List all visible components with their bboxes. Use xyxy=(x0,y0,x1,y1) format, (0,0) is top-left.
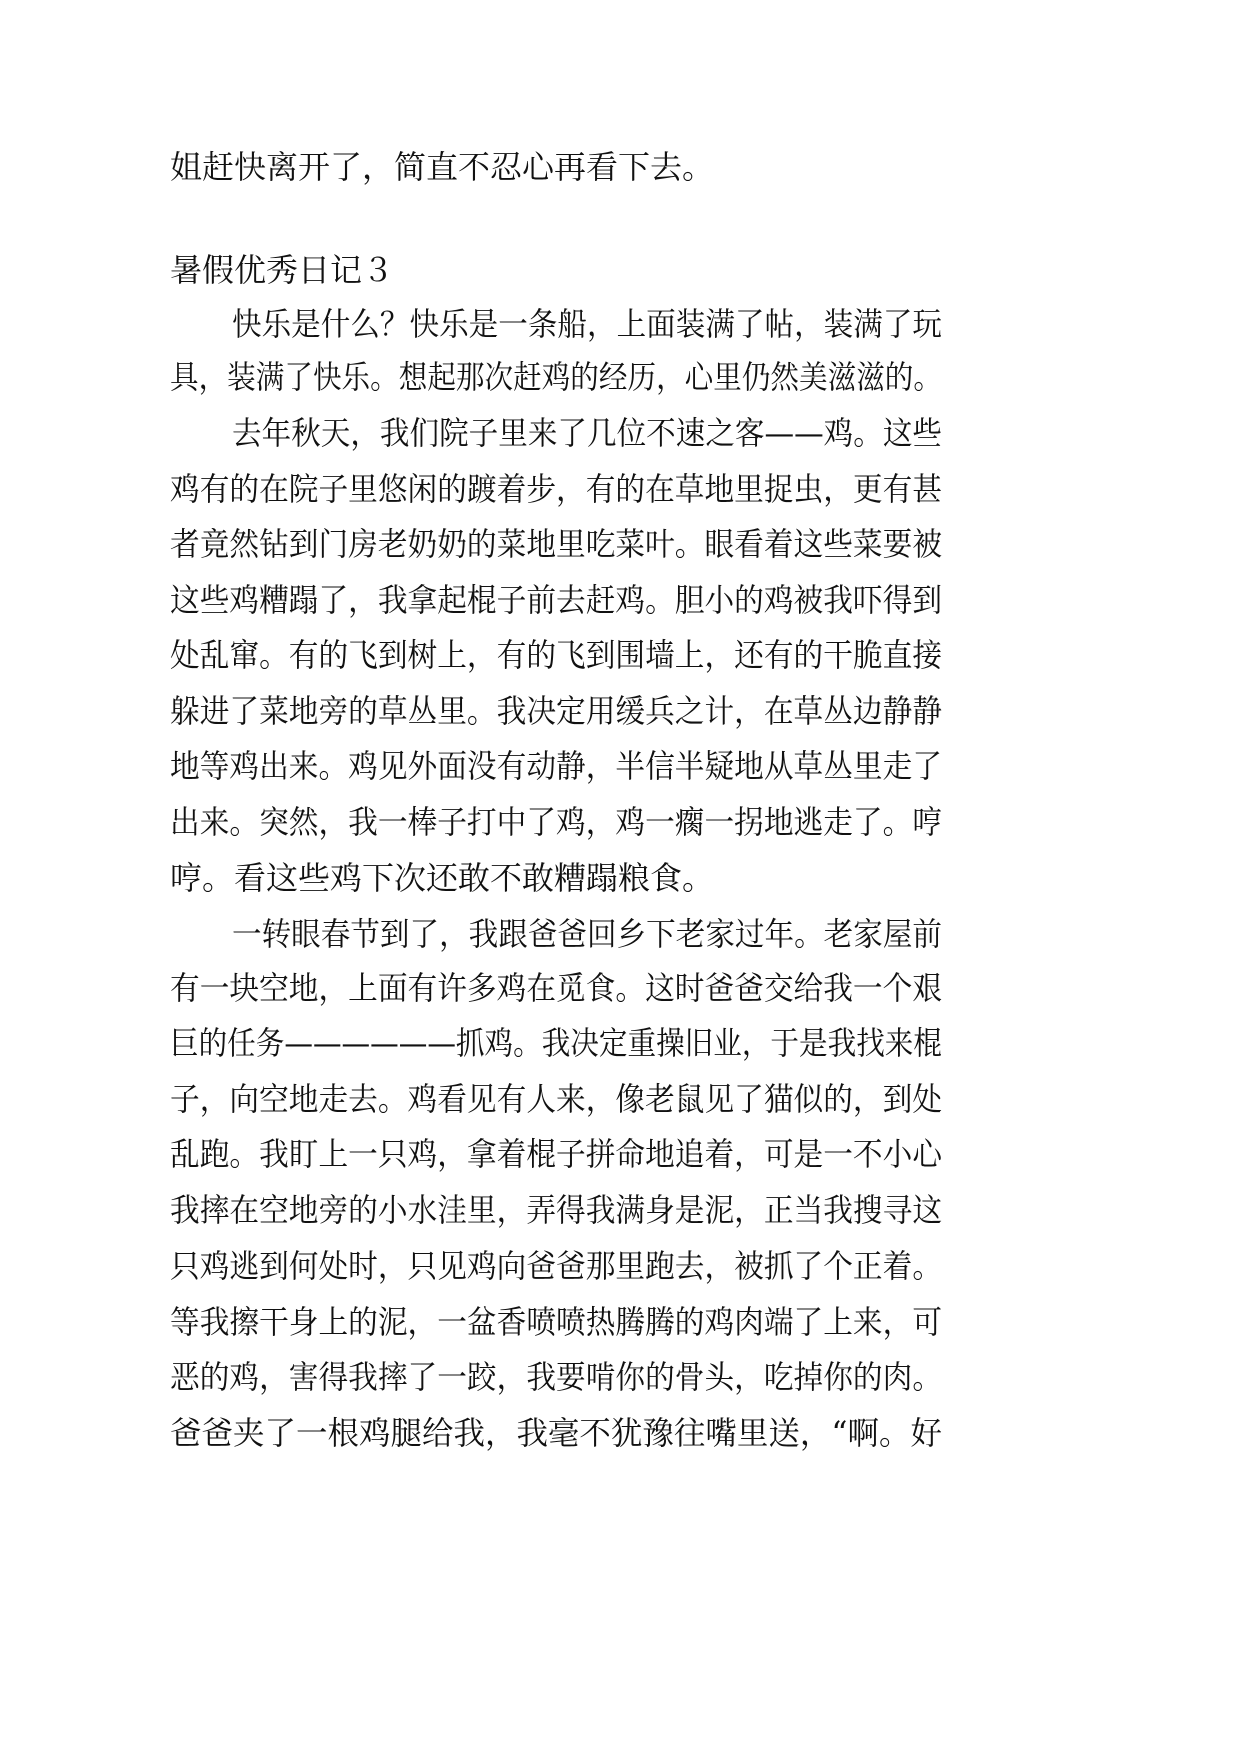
text-line xyxy=(0,514,1241,574)
line-text: 这些鸡糟蹋了，我拿起棍子前去赶鸡。胆小的鸡被我吓得到 xyxy=(170,581,943,619)
line-text: 地等鸡出来。鸡见外面没有动静，半信半疑地从草丛里走了 xyxy=(170,747,943,785)
line-text: 乱跑。我盯上一只鸡，拿着棍子拼命地追着，可是一不小心 xyxy=(170,1135,943,1173)
line-text: 具，装满了快乐。想起那次赶鸡的经历，心里仍然美滋滋的。 xyxy=(170,358,942,396)
text-line xyxy=(0,403,1241,463)
line-text: 处乱窜。有的飞到树上，有的飞到围墙上，还有的干脆直接 xyxy=(170,636,943,674)
text-line xyxy=(0,1347,1241,1407)
text-line xyxy=(0,625,1241,685)
line-text: 我摔在空地旁的小水洼里，弄得我满身是泥，正当我搜寻这 xyxy=(170,1191,943,1229)
text-line xyxy=(0,681,1241,741)
text-line xyxy=(0,736,1241,796)
text-line xyxy=(0,1013,1241,1073)
text-line xyxy=(0,137,1241,197)
line-text: 鸡有的在院子里悠闲的踱着步，有的在草地里捉虫，更有甚 xyxy=(170,470,943,508)
text-line xyxy=(0,958,1241,1018)
line-text: 有一块空地，上面有许多鸡在觅食。这时爸爸交给我一个艰 xyxy=(170,969,943,1007)
heading-text: 暑假优秀日记３ xyxy=(170,251,395,289)
line-text: 恶的鸡，害得我摔了一跤，我要啃你的骨头，吃掉你的肉。 xyxy=(170,1358,943,1396)
line-text: 哼。看这些鸡下次还敢不敢糟蹋粮食。 xyxy=(170,859,715,897)
line-text: 姐赶快离开了，简直不忍心再看下去。 xyxy=(170,148,715,186)
line-text: 者竟然钻到门房老奶奶的菜地里吃菜叶。眼看着这些菜要被 xyxy=(170,525,943,563)
line-text: 巨的任务——————抓鸡。我决定重操旧业，于是我找来棍 xyxy=(170,1024,942,1062)
text-line xyxy=(0,570,1241,630)
line-text: 躲进了菜地旁的草丛里。我决定用缓兵之计，在草丛边静静 xyxy=(170,692,943,730)
line-text: 爸爸夹了一根鸡腿给我，我毫不犹豫往嘴里送，“啊。好 xyxy=(170,1414,942,1452)
text-line xyxy=(0,1180,1241,1240)
text-line xyxy=(0,459,1241,519)
line-text: 快乐是什么？快乐是一条船，上面装满了帖，装满了玩 xyxy=(232,305,943,343)
line-text: 去年秋天，我们院子里来了几位不速之客——鸡。这些 xyxy=(232,414,943,452)
text-line xyxy=(0,1236,1241,1296)
text-line xyxy=(0,1124,1241,1184)
text-line xyxy=(0,1292,1241,1352)
text-line xyxy=(0,848,1241,908)
text-line xyxy=(0,792,1241,852)
section-heading xyxy=(0,240,1241,300)
text-line xyxy=(0,1403,1241,1463)
line-text: 出来。突然，我一棒子打中了鸡，鸡一瘸一拐地逃走了。哼 xyxy=(170,803,943,841)
text-line xyxy=(0,294,1241,354)
line-text: 等我擦干身上的泥，一盆香喷喷热腾腾的鸡肉端了上来，可 xyxy=(170,1303,943,1341)
line-text: 一转眼春节到了，我跟爸爸回乡下老家过年。老家屋前 xyxy=(232,915,943,953)
text-line xyxy=(0,1069,1241,1129)
line-text: 子，向空地走去。鸡看见有人来，像老鼠见了猫似的，到处 xyxy=(170,1080,943,1118)
text-line xyxy=(0,347,1241,407)
line-text: 只鸡逃到何处时，只见鸡向爸爸那里跑去，被抓了个正着。 xyxy=(170,1247,943,1285)
text-line xyxy=(0,904,1241,964)
